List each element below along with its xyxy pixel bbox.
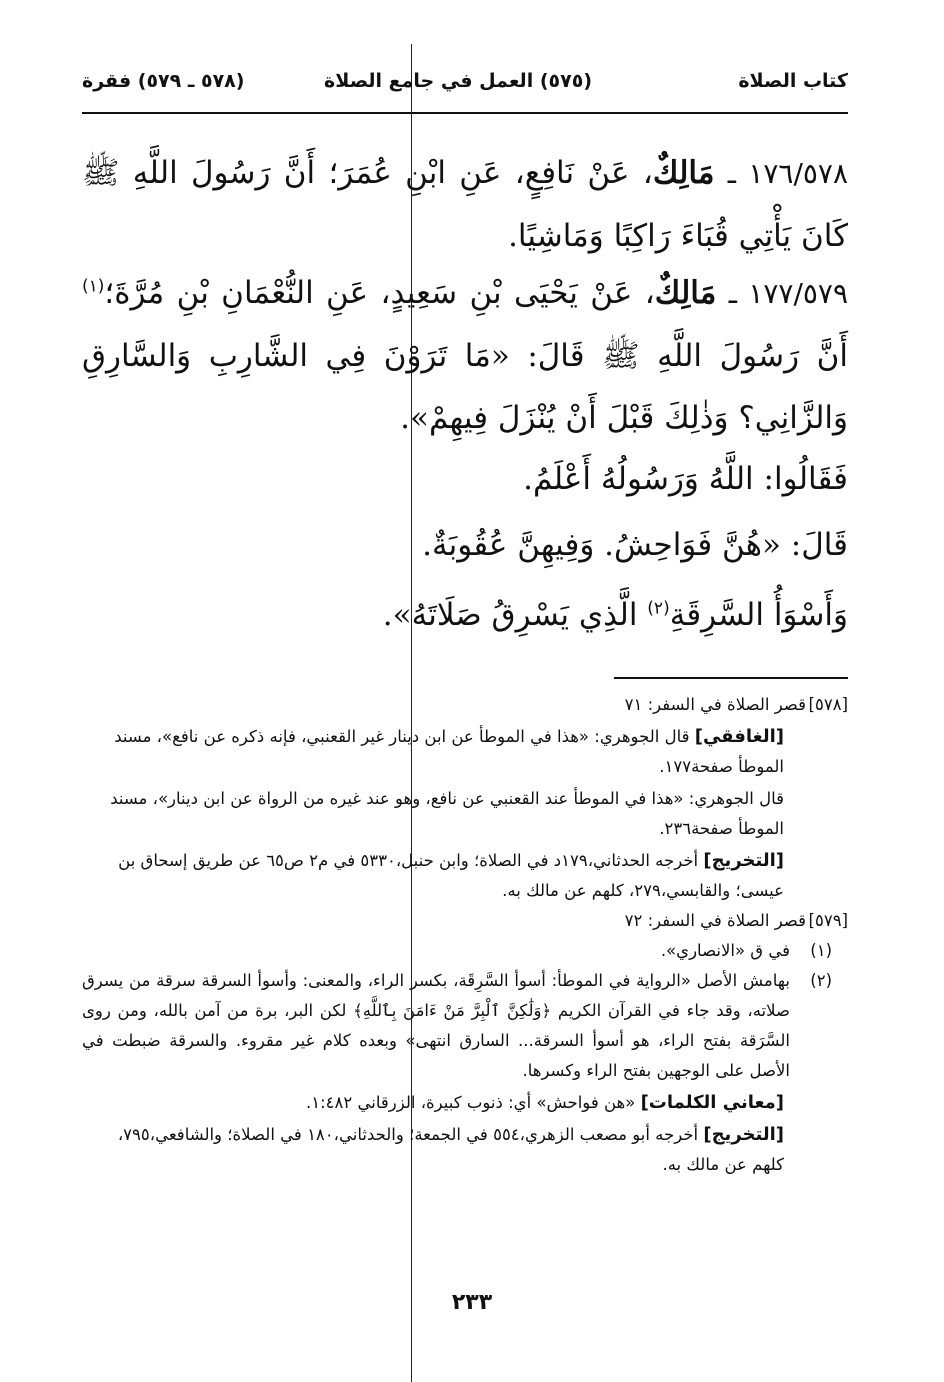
footnotes bbox=[82, 690, 848, 1180]
header-paragraph-range: (٥٧٨ ـ ٥٧٩) فقرة bbox=[82, 70, 245, 92]
note-579-takhrij bbox=[82, 1120, 848, 1180]
hadith-text: أَنَّ رَسُولَ اللَّهِ ﷺ قَالَ: «مَا تَرَوْنَ فِي الشَّارِبِ وَالسَّارِقِ وَالزَّانِي؟ وَذٰلِكَ قَبْلَ أَنْ يُنْزَلَ فِيهِمْ». bbox=[82, 338, 848, 436]
page-number: ٢٣٣ bbox=[451, 1290, 493, 1315]
footnote-ref-1: (١) bbox=[82, 276, 105, 297]
footnote-rule bbox=[614, 677, 848, 679]
hadith-number: ١٧٧/٥٧٩ ـ bbox=[728, 277, 848, 310]
footnote-number: (٢) bbox=[810, 971, 832, 990]
note-label: [التخريج] bbox=[703, 1124, 784, 1145]
hadith-narrator: مَالِكٌ bbox=[654, 275, 717, 311]
header-chapter-title: (٥٧٥) العمل في جامع الصلاة bbox=[324, 70, 592, 92]
hadith-text: ، عَنْ يَحْيَى بْنِ سَعِيدٍ، عَنِ النُّعْمَانِ بْنِ مُرَّةَ؛ bbox=[104, 275, 655, 311]
note-text: قال الجوهري: «هذا في الموطأ عن ابن دينار غير القعنبي، فإنه ذكره عن نافع»، مسند الموطأ صفحة١٧٧. bbox=[114, 727, 784, 776]
hadith-text: قَالَ: «هُنَّ فَوَاحِشُ. وَفِيهِنَّ عُقُوبَةٌ. bbox=[422, 527, 848, 563]
footnote-ref-2: (٢) bbox=[647, 598, 670, 619]
footnote-number: (١) bbox=[810, 941, 832, 960]
note-578-ghafiqi bbox=[82, 722, 848, 782]
hadith-text: وَأَسْوَأُ السَّرِقَةِ bbox=[669, 597, 848, 633]
hadith-text: ، عَنْ نَافِعٍ، عَنِ ابْنِ عُمَرَ؛ أَنَّ رَسُولَ اللَّهِ ﷺ كَانَ يَأْتِي قُبَاءَ رَاكِبًا وَمَاشِيًا. bbox=[82, 155, 848, 254]
running-header bbox=[82, 70, 848, 106]
note-579-title-row bbox=[82, 906, 848, 936]
note-title: قصر الصلاة في السفر: ٧٢ bbox=[624, 911, 806, 930]
hadith-text: الَّذِي يَسْرِقُ صَلَاتَهُ». bbox=[382, 597, 648, 633]
footnote-2 bbox=[82, 966, 848, 1086]
hadith-579-line bbox=[82, 584, 848, 646]
hadith-579-line bbox=[82, 448, 848, 510]
note-title: قصر الصلاة في السفر: ٧١ bbox=[624, 695, 806, 714]
note-label: [التخريج] bbox=[703, 850, 784, 871]
footnote-text: بهامش الأصل «الرواية في الموطأ: أسوأ السَّرِقَة، بكسر الراء، والمعنى: وأسوأ السرقة سرقة من يسرق صلاته، وقد جاء في القرآن الكريم ﴿وَلَٰكِنَّ ٱلْبِرَّ مَنْ ءَامَنَ بِٱللَّهِ﴾ لكن البر، برة من آمن بالله، ومن روى السَّرَقة بفتح الراء، هو أسوأ السرقة... السارق انتهى» وبعده كلام غير مقروء. والسرقة ضبطت في الأصل على الوجهين بفتح الراء وكسرها. bbox=[82, 971, 790, 1080]
note-tag: [٥٧٨] bbox=[808, 695, 848, 714]
hadith-579-line bbox=[82, 514, 848, 576]
note-578-title-row bbox=[82, 690, 848, 720]
header-book-title: كتاب الصلاة bbox=[738, 70, 848, 92]
header-rule bbox=[82, 112, 848, 114]
hadith-number: ١٧٦/٥٧٨ ـ bbox=[727, 157, 848, 190]
note-text: «هن فواحش» أي: ذنوب كبيرة، الزرقاني ١:٤٨٢. bbox=[306, 1093, 641, 1112]
note-text: أخرجه الحدثاني،١٧٩د في الصلاة؛ وابن حنبل،٥٣٣٠ في م٢ ص٦٥ عن طريق إسحاق بن عيسى؛ والقابسي،٢٧٩، كلهم عن مالك به. bbox=[118, 851, 784, 900]
note-text: قال الجوهري: «هذا في الموطأ عند القعنبي عن نافع، وهو عند غيره من الرواة عن ابن دينار»، مسند الموطأ صفحة٢٣٦. bbox=[110, 789, 784, 838]
hadith-579 bbox=[82, 262, 848, 449]
note-tag: [٥٧٩] bbox=[808, 911, 848, 930]
note-578-jawhari bbox=[82, 784, 848, 844]
note-578-takhrij bbox=[82, 846, 848, 906]
hadith-578 bbox=[82, 142, 848, 267]
note-579-meanings bbox=[82, 1088, 848, 1118]
note-label: [الغافقي] bbox=[694, 726, 784, 747]
note-text: أخرجه أبو مصعب الزهري،٥٥٤ في الجمعة؛ والحدثاني،١٨٠ في الصلاة؛ والشافعي،٧٩٥، كلهم عن مالك به. bbox=[117, 1125, 784, 1174]
note-label: [معاني الكلمات] bbox=[640, 1092, 784, 1113]
hadith-text: فَقَالُوا: اللَّهُ وَرَسُولُهُ أَعْلَمُ. bbox=[523, 461, 848, 497]
hadith-narrator: مَالِكٌ bbox=[652, 155, 715, 191]
footnote-text: في ق «الانصاري». bbox=[660, 941, 790, 960]
footnote-1 bbox=[82, 936, 848, 966]
